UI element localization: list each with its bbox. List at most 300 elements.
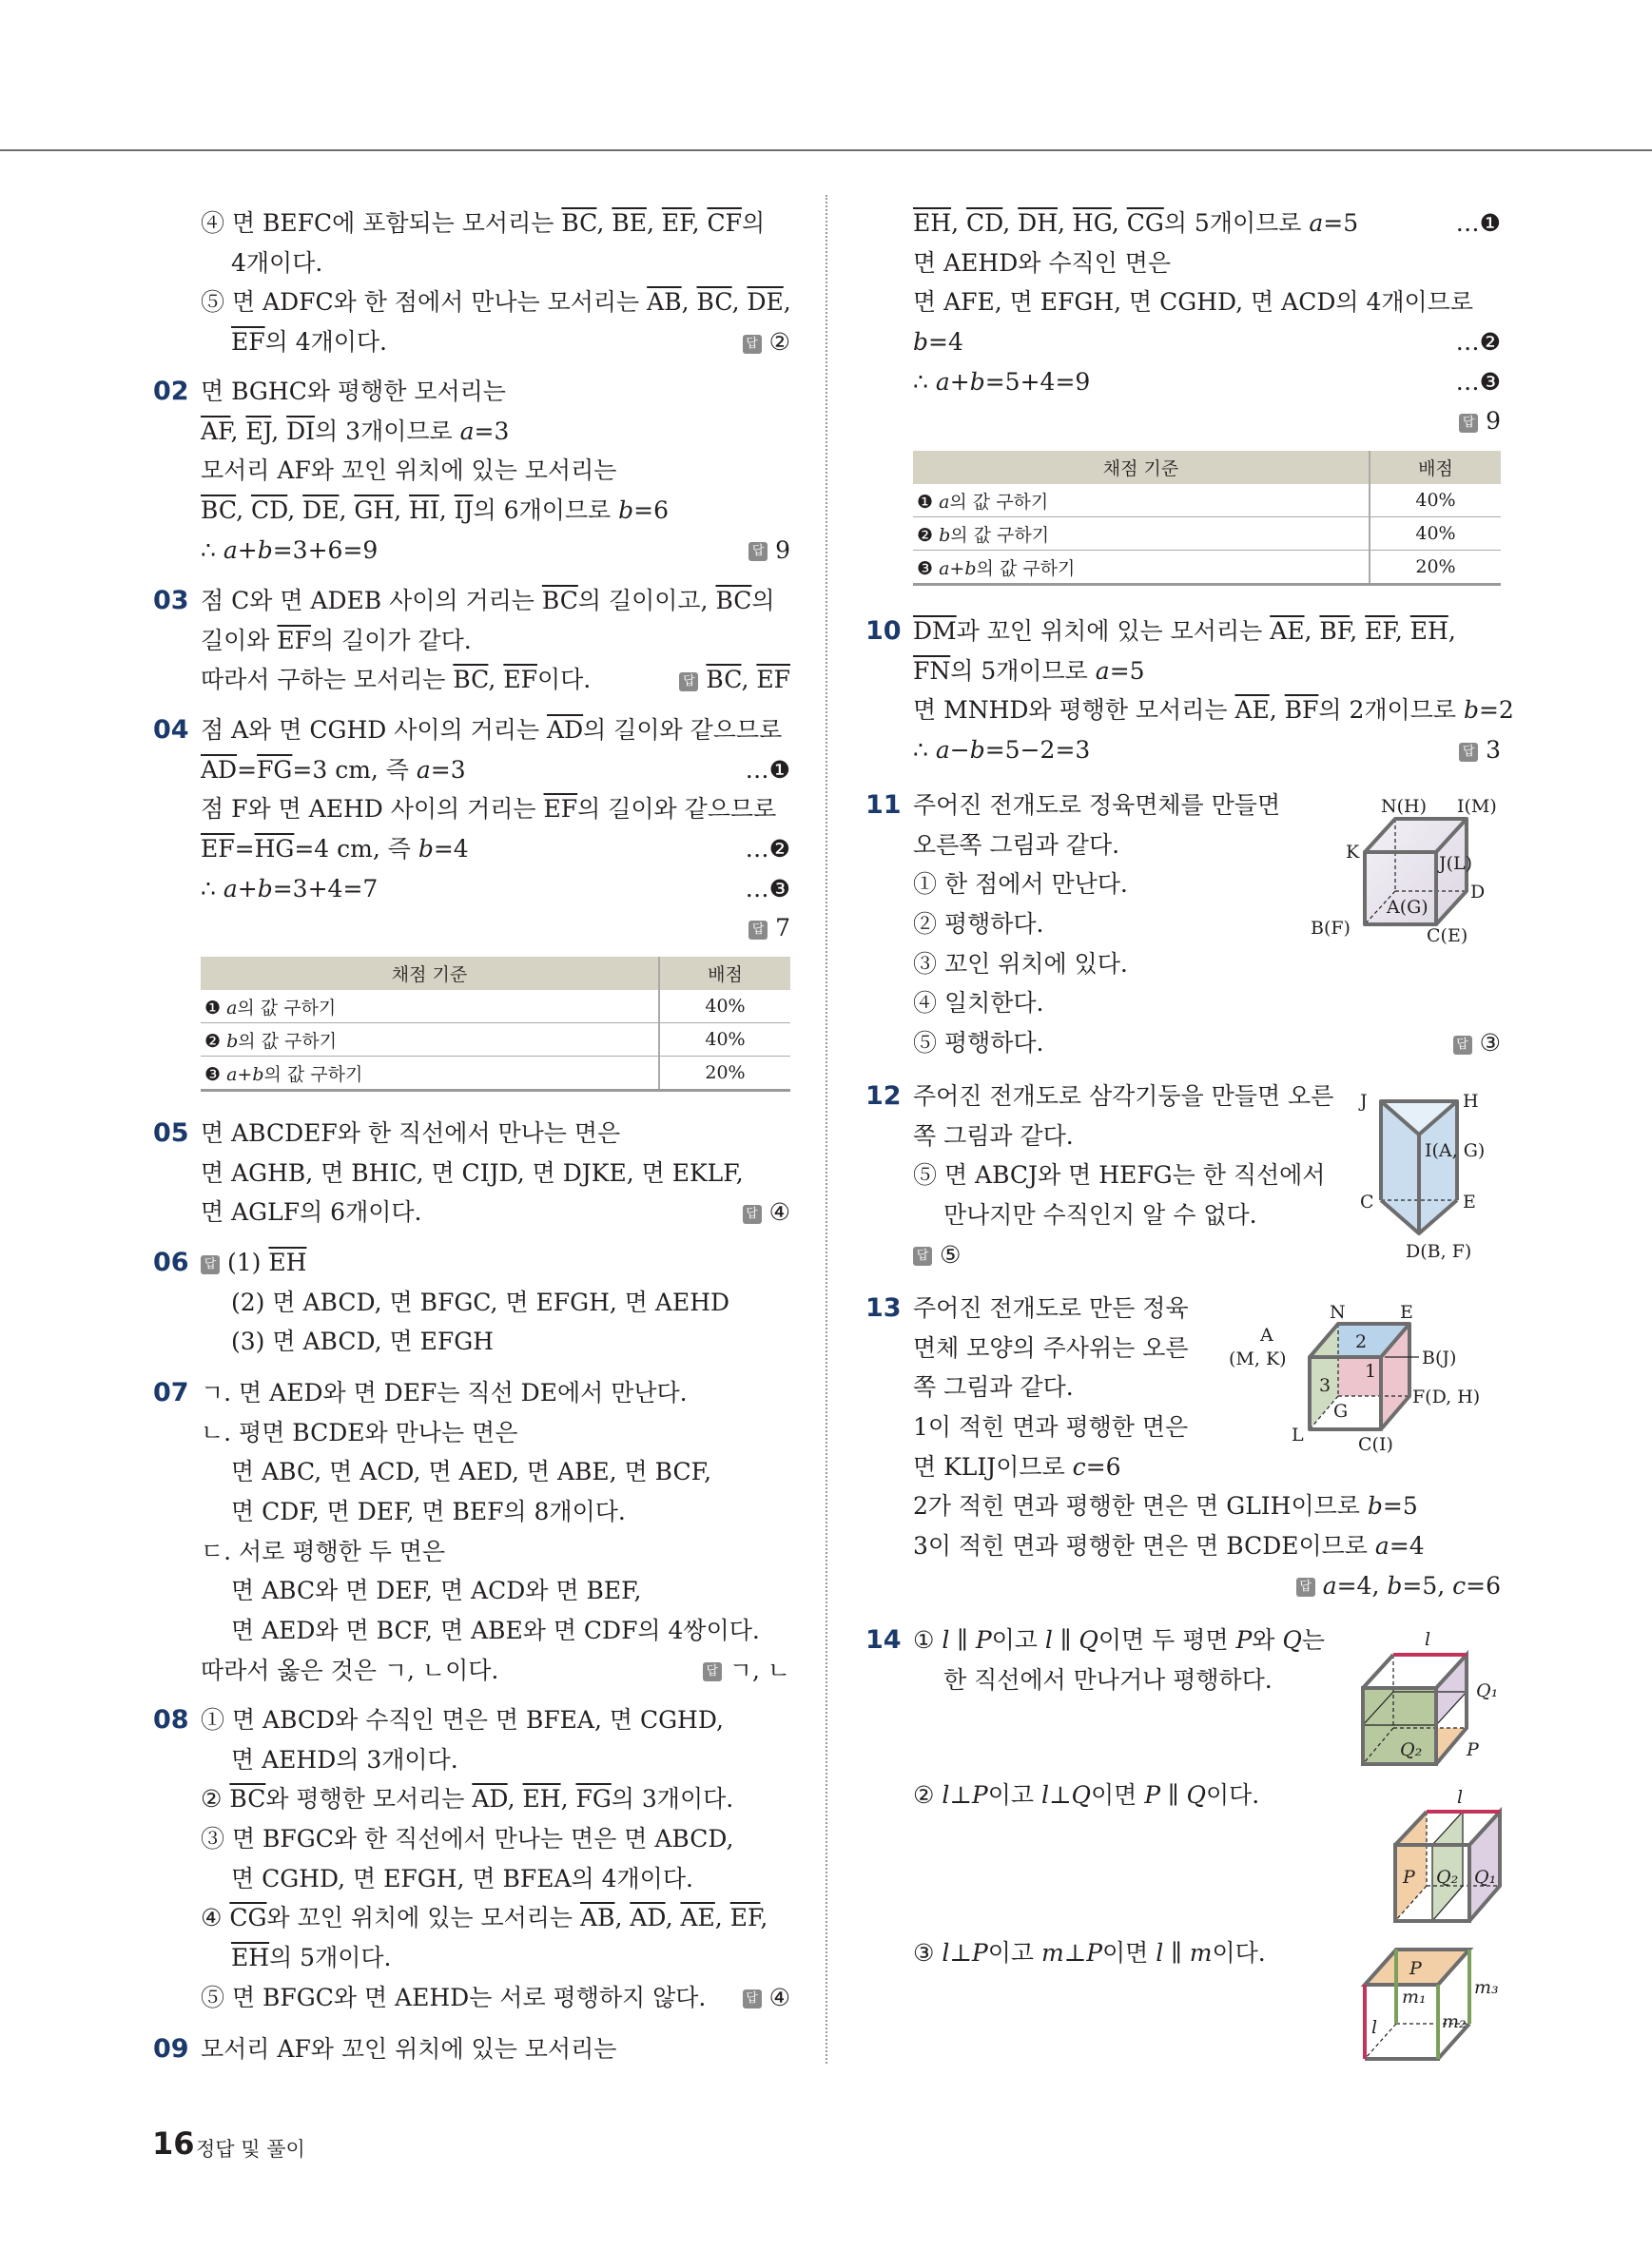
header-rule — [0, 149, 1652, 151]
text: 점 C와 면 ADEB 사이의 거리는 — [201, 587, 542, 614]
score-cell: 20% — [659, 1057, 790, 1091]
math-variable: b — [618, 496, 634, 525]
math-variable: a — [1095, 656, 1110, 685]
face-number: 3 — [1319, 1375, 1331, 1396]
math-variable: a — [935, 367, 950, 396]
segment-notation: $\overline{FG}$ — [257, 755, 293, 784]
vertex-label: D — [1470, 882, 1486, 902]
score-cell: 40% — [659, 990, 790, 1023]
text: 의 값 구하기 — [263, 1063, 363, 1085]
problem-number: 06 — [153, 1248, 189, 1277]
solution-line — [201, 322, 790, 362]
text: ∥ — [1052, 1626, 1079, 1654]
text: =6 — [1085, 1452, 1121, 1481]
text: 면 AEHD와 수직인 면은 — [913, 248, 1172, 277]
answer-value: 3 — [1486, 736, 1501, 765]
text: , — [1002, 209, 1019, 237]
solution-line — [201, 581, 790, 621]
math-variable: a — [1374, 1532, 1390, 1561]
text: , — [646, 209, 662, 237]
solution-line — [201, 1740, 790, 1780]
text: 2가 적힌 면과 평행한 면은 면 GLIH이므로 — [913, 1492, 1368, 1521]
answer-value: ④ — [768, 1198, 790, 1227]
line-right-note — [746, 750, 790, 790]
math-variable: m — [1040, 1939, 1064, 1967]
solution-06 — [153, 1243, 790, 1362]
text: ❶ — [204, 997, 227, 1019]
solution-09-cont — [865, 204, 1501, 441]
math-variable: b — [257, 535, 273, 564]
text: 의 — [741, 209, 766, 237]
solution-14-3 — [865, 1933, 1341, 1973]
text: 모서리 AF와 꼬인 위치에 있는 모서리는 — [201, 456, 617, 485]
line-right-note — [703, 1651, 790, 1691]
line-right-note — [1459, 730, 1501, 770]
solution-07 — [153, 1373, 790, 1691]
text: , — [1394, 617, 1410, 645]
math-variable: b — [964, 557, 977, 579]
dice-figure-13 — [1217, 1293, 1522, 1465]
column-header: 배점 — [659, 957, 790, 990]
text: ⊥ — [1048, 1781, 1072, 1809]
math-variable: P — [1086, 1939, 1103, 1967]
text: 면 CGHD, 면 EFGH, 면 BFEA의 4개이다. — [231, 1864, 693, 1892]
table-row — [201, 1057, 790, 1091]
math-variable: b — [1367, 1492, 1383, 1521]
page-number: 16 — [152, 2125, 195, 2162]
answer — [1459, 736, 1501, 764]
segment-notation: $\overline{EF}$ — [756, 666, 790, 694]
text: =4 cm, 즉 — [294, 835, 418, 864]
text: 면 ABC와 면 DEF, 면 ACD와 면 BEF, — [231, 1577, 642, 1605]
text: 는 — [1301, 1626, 1326, 1654]
scoring-table-09 — [913, 451, 1501, 586]
solution-line — [201, 1611, 790, 1651]
solution-line — [201, 750, 790, 790]
vertex-label: C — [1360, 1192, 1374, 1213]
answer-icon: 답 — [1296, 1578, 1315, 1597]
plane-label: P — [1467, 1739, 1479, 1760]
line-right-note — [1456, 204, 1501, 243]
answer — [743, 328, 790, 356]
solution-02 — [153, 372, 790, 570]
text: ③ 면 BFGC와 한 직선에서 만나는 면은 면 ABCD, — [201, 1825, 734, 1853]
text: ❷ — [917, 524, 940, 546]
answer-icon: 답 — [201, 1255, 220, 1274]
line-right-note — [743, 1193, 790, 1232]
text: 3이 적힌 면과 평행한 면은 면 BCDE이므로 — [913, 1532, 1375, 1561]
problem-number: 08 — [153, 1705, 189, 1735]
solution-line — [201, 908, 790, 948]
solution-line — [201, 372, 790, 412]
answer-icon: 답 — [743, 1205, 762, 1224]
text: 의 2개이므로 — [1318, 696, 1464, 725]
text: 이다. — [536, 666, 592, 694]
solution-line — [201, 1492, 790, 1532]
solution-line — [201, 451, 790, 491]
solution-line — [201, 1571, 790, 1611]
answer-value: 9 — [775, 535, 790, 564]
text: ② 평행하다. — [913, 910, 1044, 939]
table-row — [913, 517, 1501, 551]
score-cell: 40% — [1370, 517, 1501, 551]
text: =2 — [1478, 696, 1514, 725]
text: 이면 — [1090, 1781, 1145, 1809]
text: , — [731, 288, 748, 317]
text: 이다. — [1212, 1939, 1266, 1967]
text: , — [681, 288, 697, 317]
solution-line — [201, 1243, 790, 1283]
vertex-label: G — [1333, 1401, 1349, 1422]
text: 의 값 구하기 — [237, 997, 337, 1019]
math-variable: l — [1156, 1939, 1164, 1967]
solution-line — [913, 611, 1501, 651]
segment-notation: $\overline{DE}$ — [747, 288, 784, 317]
vertex-label: J — [1360, 1091, 1368, 1112]
solution-line — [913, 204, 1501, 243]
text: , — [596, 209, 612, 237]
solution-05 — [153, 1114, 790, 1232]
vertex-label: B(J) — [1422, 1348, 1457, 1368]
text: , — [1269, 696, 1285, 725]
text: =5 — [1323, 209, 1359, 237]
text: ❸ — [204, 1063, 227, 1085]
text: 쪽 그림과 같다. — [913, 1121, 1074, 1150]
text: 의 5개이다. — [269, 1944, 392, 1972]
text: …❸ — [745, 874, 790, 902]
table-row — [913, 484, 1501, 517]
line-right-note — [748, 908, 790, 948]
table-row — [913, 551, 1501, 585]
segment-notation: $\overline{EH}$ — [1409, 617, 1448, 645]
segment-notation: $\overline{BC}$ — [715, 587, 752, 614]
text: , — [507, 1785, 523, 1814]
text: ② — [201, 1785, 230, 1814]
text: 이다. — [1206, 1781, 1260, 1809]
text: 의 5개이므로 — [950, 656, 1096, 685]
problem-number: 07 — [153, 1378, 189, 1407]
answer — [748, 536, 790, 564]
solution-line — [201, 243, 790, 283]
solution-01-cont — [153, 204, 790, 362]
criterion-cell — [201, 1023, 659, 1057]
text: =4 — [433, 835, 469, 864]
line-right-note — [1456, 362, 1501, 402]
solution-line — [913, 1566, 1501, 1606]
text: , — [1448, 617, 1456, 645]
solution-08 — [153, 1700, 790, 2018]
text: , — [951, 209, 966, 237]
vertex-label: (M, K) — [1229, 1349, 1287, 1369]
segment-notation: $\overline{EF}$ — [543, 795, 578, 824]
segment-notation: $\overline{EF}$ — [729, 1904, 761, 1932]
text: =3+4=7 — [272, 874, 379, 902]
scoring-table-04 — [201, 957, 790, 1092]
text: , — [1304, 617, 1320, 645]
text: =5, — [1402, 1571, 1453, 1600]
text: = — [237, 755, 258, 784]
text: , — [488, 666, 504, 694]
text: 따라서 옳은 것은 ㄱ, ㄴ이다. — [201, 1656, 499, 1684]
text: =5 — [1382, 1492, 1418, 1521]
text: ∥ — [949, 1626, 976, 1654]
table-row — [201, 1023, 790, 1057]
answer — [748, 914, 790, 941]
math-variable: Q — [1282, 1626, 1302, 1654]
column-header: 채점 기준 — [913, 451, 1370, 484]
solution-line — [201, 1859, 790, 1899]
text: , — [287, 496, 303, 525]
vertex-label: C(E) — [1427, 925, 1468, 946]
solution-line — [201, 2029, 790, 2069]
vertex-label: H — [1463, 1091, 1479, 1112]
text: ⑤ 평행하다. — [913, 1029, 1044, 1058]
solution-line — [201, 710, 790, 750]
segment-notation: $\overline{FG}$ — [575, 1785, 612, 1814]
segment-notation: $\overline{EH}$ — [913, 209, 952, 237]
answer-icon: 답 — [748, 542, 768, 561]
text: ② — [913, 1781, 943, 1809]
segment-notation: $\overline{EH}$ — [268, 1249, 307, 1276]
problem-number: 10 — [865, 616, 902, 646]
text: = — [234, 835, 255, 864]
segment-notation: $\overline{CD}$ — [250, 496, 288, 525]
vertex-label: I(A, G) — [1425, 1140, 1486, 1161]
problem-number: 02 — [153, 377, 189, 406]
text: ① 한 점에서 만난다. — [913, 870, 1128, 899]
math-variable: b — [226, 1030, 239, 1052]
text: , — [1058, 209, 1073, 237]
solution-line — [201, 1283, 790, 1323]
answer-value: ③ — [1479, 1029, 1501, 1058]
problem-number: 04 — [153, 715, 189, 745]
segment-notation: $\overline{HG}$ — [1072, 209, 1112, 237]
text: , — [230, 417, 246, 445]
text: 의 3개이다. — [611, 1785, 734, 1814]
solution-04 — [153, 710, 790, 948]
solution-line — [201, 282, 790, 322]
math-variable: Q — [1071, 1781, 1091, 1809]
problem-number: 14 — [865, 1625, 902, 1655]
line-label: m₁ — [1402, 1987, 1427, 2008]
text: 길이와 — [201, 626, 278, 654]
text: =5+4=9 — [984, 367, 1091, 396]
segment-notation: $\overline{EH}$ — [522, 1785, 561, 1814]
text: ⑤ 면 ADFC와 한 점에서 만나는 모서리는 — [201, 288, 648, 317]
text: 의 길이가 같다. — [311, 626, 472, 654]
text: ④ 면 BEFC에 포함되는 모서리는 — [201, 209, 562, 237]
segment-notation: $\overline{AB}$ — [580, 1904, 615, 1932]
vertex-label: E — [1400, 1302, 1413, 1323]
text: 면 AEHD의 3개이다. — [231, 1745, 458, 1774]
solution-line — [201, 789, 790, 829]
text: + — [237, 535, 258, 564]
score-cell: 20% — [1370, 551, 1501, 585]
math-variable: a — [416, 755, 431, 784]
segment-notation: $\overline{DH}$ — [1018, 209, 1059, 237]
criterion-cell — [201, 990, 659, 1023]
segment-notation: $\overline{IJ}$ — [454, 496, 474, 525]
solution-line — [913, 1620, 1341, 1660]
solution-14-1 — [865, 1620, 1341, 1699]
text: 이면 두 평면 — [1098, 1626, 1236, 1654]
answer-icon: 답 — [1459, 743, 1478, 762]
math-variable: P — [971, 1781, 988, 1809]
segment-notation: $\overline{BC}$ — [201, 496, 237, 525]
plane-label: Q₂ — [1400, 1739, 1423, 1760]
text: 의 6개이므로 — [473, 496, 619, 525]
solution-line — [201, 1700, 790, 1740]
math-variable: b — [257, 874, 273, 902]
answer-value: ④ — [768, 1983, 790, 2011]
solution-line — [201, 1373, 790, 1413]
plane-label: Q₂ — [1436, 1867, 1459, 1888]
text: 면 CDF, 면 DEF, 면 BEF의 8개이다. — [231, 1498, 626, 1526]
answer-value: ② — [768, 328, 790, 357]
text: , — [714, 1904, 730, 1932]
solution-line — [201, 1938, 790, 1978]
segment-notation: $\overline{BE}$ — [612, 209, 647, 237]
footer-label: 정답 및 풀이 — [196, 2138, 305, 2161]
text: 면 AFE, 면 EFGH, 면 CGHD, 면 ACD의 4개이므로 — [913, 288, 1473, 317]
segment-notation: $\overline{DE}$ — [302, 496, 340, 525]
segment-notation: $\overline{AF}$ — [201, 417, 231, 445]
text: 면 BGHC와 평행한 모서리는 — [201, 378, 506, 405]
text: ∥ — [1160, 1781, 1187, 1809]
text: 면 MNHD와 평행한 모서리는 — [913, 696, 1235, 725]
math-variable: l — [1040, 1781, 1049, 1809]
answer-icon: 답 — [703, 1662, 722, 1681]
vertex-label: L — [1292, 1425, 1304, 1446]
solution-line — [913, 1023, 1501, 1063]
answer-icon: 답 — [748, 921, 768, 940]
solution-line — [201, 412, 790, 452]
planes-figures-14 — [1331, 1617, 1522, 2064]
segment-notation: $\overline{DM}$ — [913, 617, 957, 645]
answer — [201, 1249, 227, 1276]
text: , — [665, 1904, 681, 1932]
solution-line — [913, 401, 1501, 441]
problem-number: 03 — [153, 586, 189, 615]
table-row — [201, 990, 790, 1023]
solution-line — [913, 1526, 1501, 1566]
answer-icon: 답 — [1453, 1036, 1472, 1055]
text: 의 값 구하기 — [976, 557, 1076, 579]
text: 면 ABC, 면 ACD, 면 AED, 면 ABE, 면 BCF, — [231, 1458, 712, 1486]
text: , — [560, 1785, 576, 1814]
math-variable: a — [226, 1063, 238, 1085]
text: , — [783, 288, 791, 317]
line-right-note — [1453, 1023, 1501, 1063]
text: 의 길이와 같으므로 — [577, 795, 777, 824]
line-right-note — [743, 1978, 790, 2018]
criterion-cell — [913, 551, 1370, 585]
text: 이고 — [987, 1781, 1041, 1809]
text: 점 F와 면 AEHD 사이의 거리는 — [201, 795, 544, 824]
text: ① — [913, 1626, 943, 1654]
text: 주어진 전개도로 삼각기둥을 만들면 오른 — [913, 1082, 1334, 1110]
segment-notation: $\overline{CG}$ — [229, 1904, 267, 1932]
solution-line — [913, 690, 1514, 730]
solution-14-2 — [865, 1776, 1341, 1815]
table-header-row — [201, 957, 790, 990]
text: ⊥ — [949, 1939, 972, 1967]
text: …❶ — [745, 755, 790, 784]
math-variable: b — [939, 524, 951, 546]
text: ④ 일치한다. — [913, 989, 1044, 1018]
line-right-note — [746, 869, 790, 909]
text: =3 — [474, 417, 510, 445]
text: 와 평행한 모서리는 — [265, 1785, 473, 1814]
text: , — [691, 209, 708, 237]
score-cell: 40% — [1370, 484, 1501, 517]
math-variable: b — [1387, 1571, 1403, 1600]
solution-line — [201, 204, 790, 243]
criterion-cell — [913, 484, 1370, 517]
math-variable: P — [1144, 1781, 1161, 1809]
answer-value: ㄱ, ㄴ — [729, 1656, 790, 1684]
text: ∴ — [201, 874, 224, 902]
problem-number: 13 — [865, 1293, 902, 1323]
vertex-label: A — [1260, 1325, 1273, 1346]
solution-line — [201, 621, 790, 661]
solution-line — [913, 1660, 1341, 1700]
plane-label: P — [1409, 1958, 1422, 1979]
text: 의 4개이다. — [264, 328, 388, 357]
text: 의 값 구하기 — [950, 524, 1050, 546]
answer-value: 9 — [1486, 407, 1501, 436]
text: , — [394, 496, 410, 525]
text: 주어진 전개도로 만든 정육 — [913, 1294, 1189, 1322]
math-variable: Q — [1079, 1626, 1098, 1654]
face-number: 1 — [1365, 1361, 1377, 1382]
text: 면 AGLF의 6개이다. — [201, 1198, 422, 1227]
line-label: l — [1371, 2017, 1378, 2038]
segment-notation: $\overline{AD}$ — [630, 1904, 666, 1932]
text: =5−2=3 — [984, 736, 1091, 765]
solution-line — [913, 282, 1501, 322]
math-variable: l — [942, 1626, 950, 1654]
text: , — [614, 1904, 631, 1932]
text: ∴ — [201, 535, 224, 564]
solution-line — [913, 362, 1501, 402]
text: (1) — [227, 1249, 269, 1276]
math-variable: b — [418, 835, 434, 864]
math-variable: a — [939, 491, 950, 513]
solution-line — [913, 1486, 1501, 1526]
math-variable: b — [252, 1063, 264, 1085]
math-variable: a — [1322, 1571, 1337, 1600]
solution-line — [913, 322, 1501, 362]
text: 와 — [1252, 1626, 1283, 1654]
math-variable: m — [1189, 1939, 1213, 1967]
text: ❸ — [917, 557, 940, 579]
text: , — [760, 1904, 768, 1932]
solution-line — [913, 730, 1501, 770]
line-label: l — [1457, 1787, 1464, 1808]
text: =4 — [1389, 1532, 1425, 1561]
solution-line — [201, 1413, 790, 1453]
text: ③ 꼬인 위치에 있다. — [913, 949, 1128, 978]
text: =6 — [1466, 1571, 1501, 1600]
text: 면 AGHB, 면 BHIC, 면 CIJD, 면 DJKE, 면 EKLF, — [201, 1158, 744, 1187]
vertex-label: K — [1346, 842, 1360, 863]
text: =5 — [1109, 656, 1145, 685]
solution-line — [201, 869, 790, 909]
math-variable: c — [1452, 1571, 1467, 1600]
segment-notation: $\overline{CG}$ — [1126, 209, 1164, 237]
text: , — [339, 496, 355, 525]
